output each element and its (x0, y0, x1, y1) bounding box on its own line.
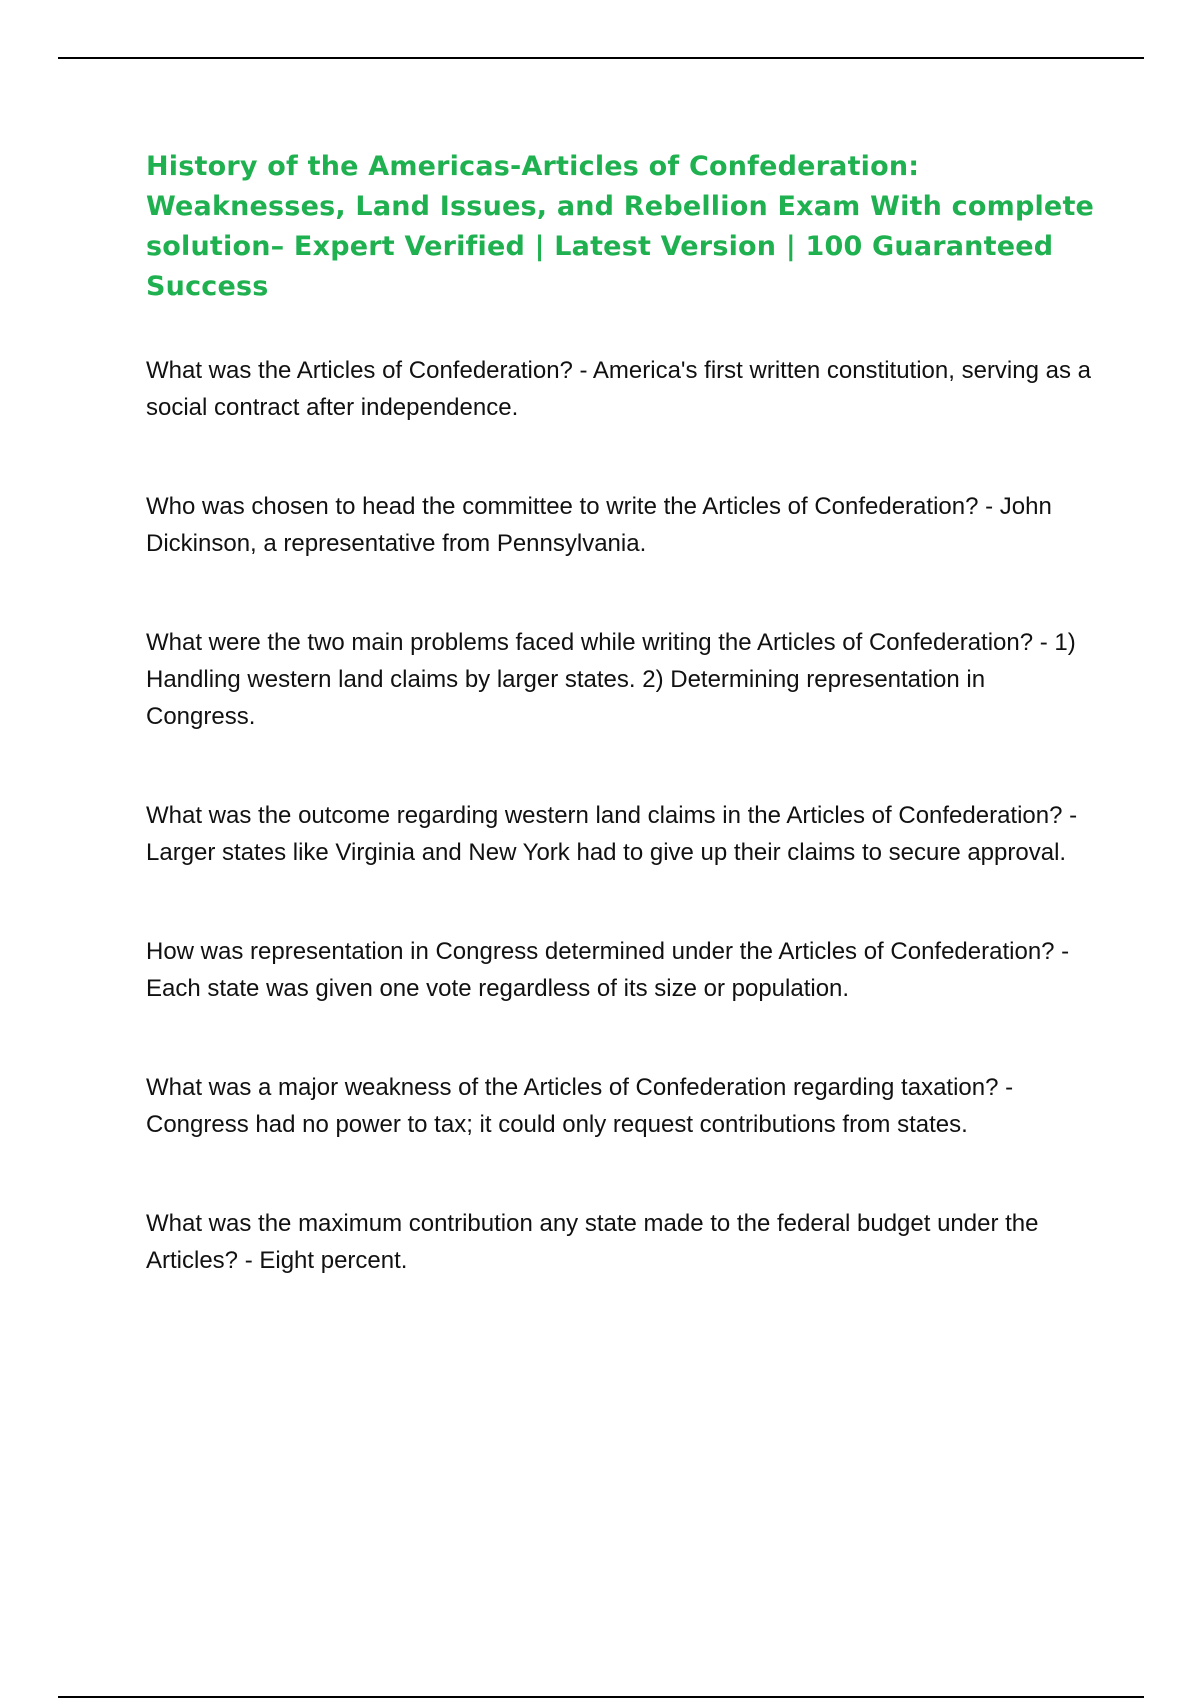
qa-entry-6: What was a major weakness of the Articles of Confederation regarding taxation? - Congress had no power to tax; it could only request contributions from states. (146, 1074, 1014, 1138)
qa-entry-5: How was representation in Congress determined under the Articles of Confederation? - Each state was given one vote regardless of its size or population. (146, 938, 1070, 1002)
document-body (146, 147, 1106, 1279)
qa-entry-4: What was the outcome regarding western land claims in the Articles of Confederation? - Larger states like Virginia and New York had to give up their claims to secure approval. (146, 802, 1078, 866)
qa-entry-1: What was the Articles of Confederation? - America's first written constitution, serving as a social contract after independence. (146, 357, 1091, 421)
qa-list (146, 352, 1106, 1279)
document-title: History of the Americas-Articles of Confederation: Weaknesses, Land Issues, and Rebellion Exam With complete solution– Expert Verified | Latest Version | 100 Guaranteed Success (146, 151, 1095, 302)
qa-entry-7: What was the maximum contribution any state made to the federal budget under the Articles? - Eight percent. (146, 1210, 1039, 1274)
top-rule (58, 57, 1144, 59)
qa-entry-2: Who was chosen to head the committee to write the Articles of Confederation? - John Dickinson, a representative from Pennsylvania. (146, 493, 1052, 557)
bottom-rule (58, 1696, 1144, 1698)
qa-entry-3: What were the two main problems faced while writing the Articles of Confederation? - 1) Handling western land claims by larger states. 2) Determining representation in Congress. (146, 629, 1076, 730)
